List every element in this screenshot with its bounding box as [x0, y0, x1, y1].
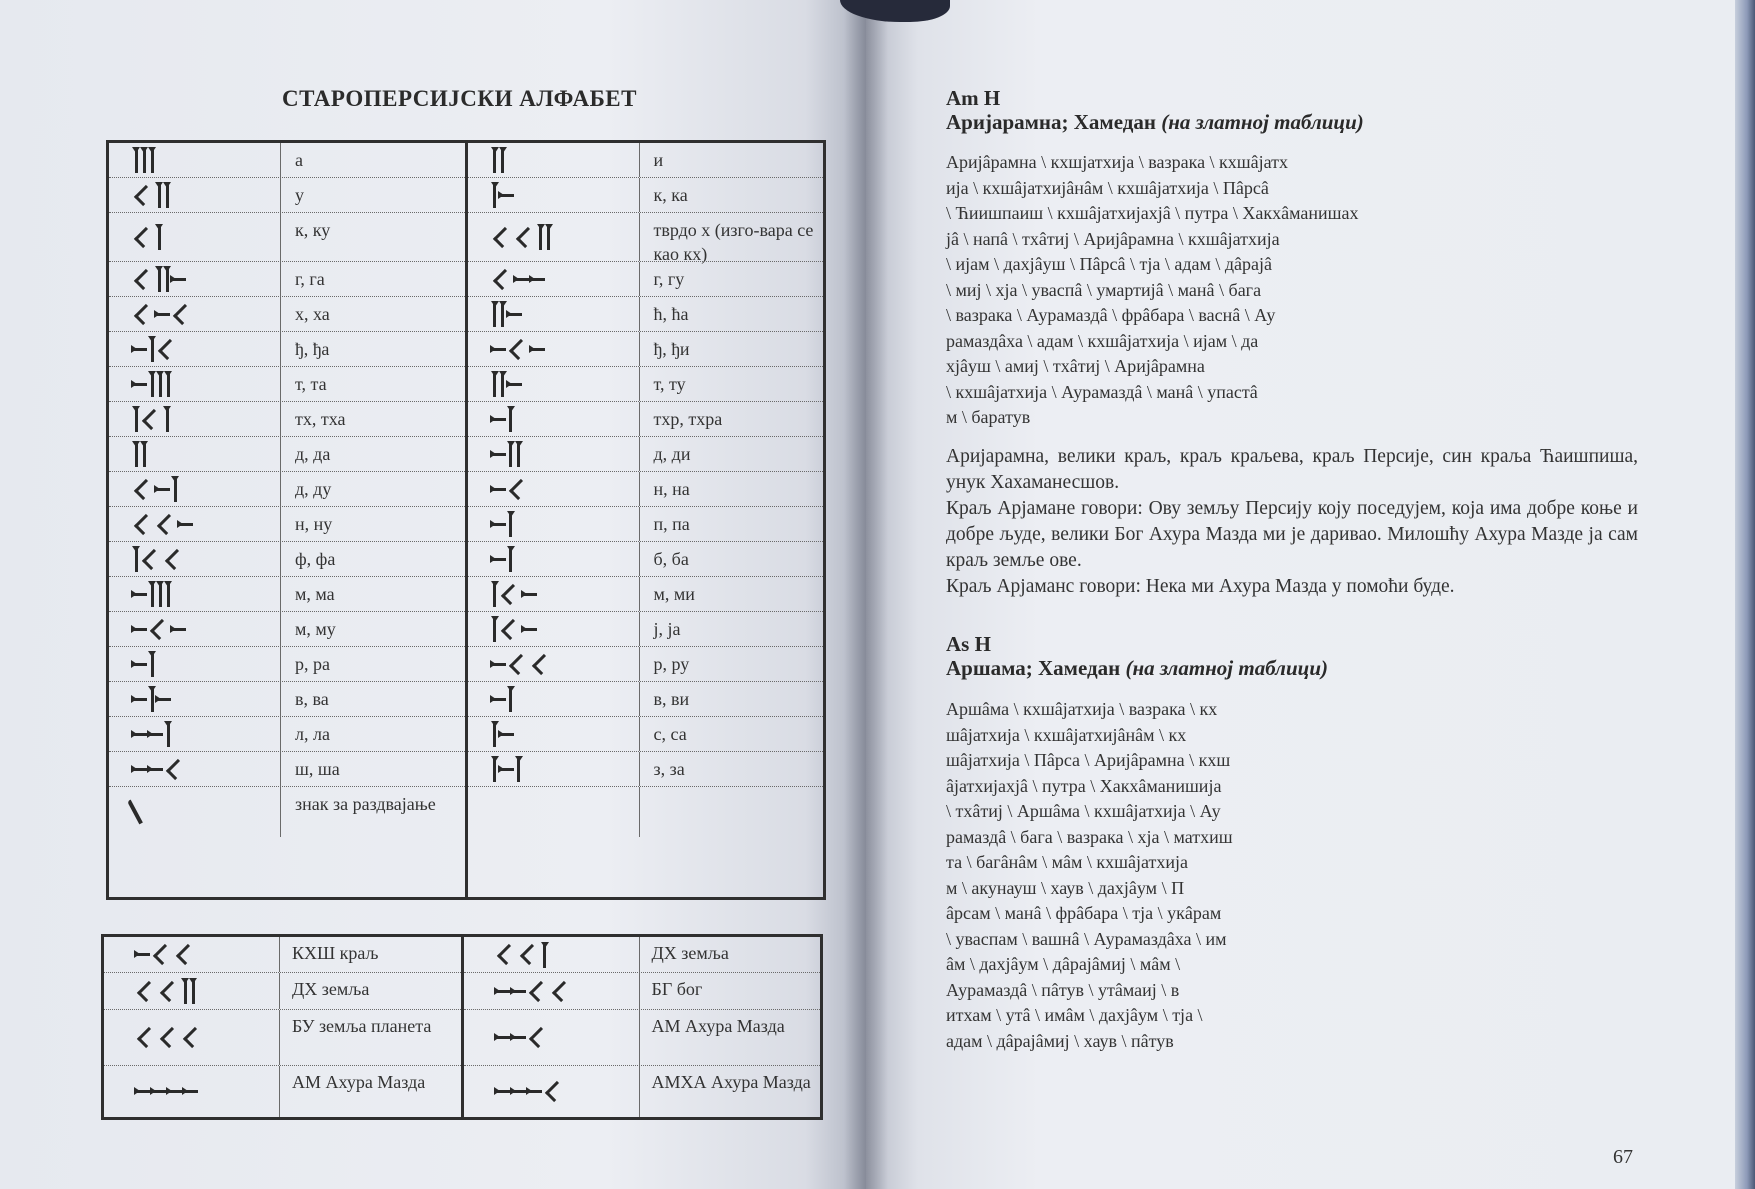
transliteration-line: м \ баратув — [946, 407, 1031, 427]
cuneiform-sign-icon — [492, 341, 545, 358]
transcription-cell: ћ, ћа — [653, 304, 689, 324]
table-row — [109, 366, 465, 401]
logogram-column-left — [104, 937, 461, 1117]
table-row — [109, 261, 465, 296]
transcription-cell: р, ра — [295, 654, 330, 674]
cuneiform-sign-icon — [133, 581, 171, 607]
transcription-cell: м, му — [295, 619, 336, 639]
table-row — [104, 972, 461, 1008]
sign-cell — [109, 507, 281, 541]
meaning-cell: АМ Ахура Мазда — [292, 1071, 426, 1092]
section1-heading-note: (на златној таблици) — [1161, 110, 1364, 134]
cuneiform-sign-icon — [492, 147, 506, 173]
transliteration-line: м \ акунауш \ хаув \ дахјâум \ П — [946, 877, 1185, 898]
table-row — [468, 331, 824, 366]
translation-paragraph: Аријарамна, велики краљ, краљ краљева, краљ Персије, син краља Ћаишпиша, унук Хахаманесшов. — [946, 446, 1638, 493]
table-row — [468, 681, 824, 716]
cuneiform-sign-icon — [133, 516, 193, 533]
transcription-cell: тхр, тхра — [653, 409, 723, 429]
cuneiform-sign-icon — [133, 406, 170, 432]
sign-cell — [109, 332, 281, 366]
transliteration-line: \ миј \ хја \ уваспâ \ умартијâ \ манâ \ бага — [946, 279, 1262, 300]
sign-cell — [468, 542, 640, 576]
sign-cell — [104, 1066, 280, 1117]
transcription-cell: м, ми — [653, 584, 695, 604]
transliteration-line: шâјатхија \ кхшâјатхијâнâм \ кх — [946, 724, 1187, 745]
translation-paragraph: Краљ Арјаманс говори: Нека ми Ахура Мазда у помоћи буде. — [946, 576, 1455, 597]
transcription-cell: з, за — [653, 759, 685, 779]
sign-cell — [109, 262, 281, 296]
transcription-cell: н, ну — [295, 514, 333, 534]
transliteration-line: итхам \ утâ \ имâм \ дахјâум \ тја \ — [946, 1005, 1203, 1025]
table-row — [109, 436, 465, 471]
cuneiform-sign-icon — [496, 983, 572, 1000]
table-row — [464, 1065, 821, 1117]
cuneiform-sign-icon — [496, 942, 548, 968]
meaning-cell: БГ бог — [651, 979, 703, 1000]
transcription-cell: в, ви — [653, 689, 690, 709]
sign-cell — [109, 682, 281, 716]
transliteration-line: рамаздâха \ адам \ кхшâјатхија \ ијам \ да — [946, 330, 1259, 351]
cuneiform-sign-icon — [492, 656, 552, 673]
sign-cell — [468, 143, 640, 177]
transliteration-line: \ Ћиишпаиш \ кхшâјатхијахјâ \ путра \ Хакхâманишах — [946, 203, 1359, 223]
section1-heading — [946, 110, 1364, 135]
transcription-cell: тх, тха — [295, 409, 346, 429]
transcription-cell: м, ма — [295, 584, 335, 604]
section2-code: As H — [946, 632, 991, 656]
meaning-cell: АМХА Ахура Мазда — [651, 1071, 811, 1092]
transliteration-line: Аршâма \ кхшâјатхија \ вазрака \ кх — [946, 699, 1218, 719]
cuneiform-sign-icon — [133, 266, 186, 292]
cuneiform-sign-icon — [492, 756, 522, 782]
table-row — [468, 751, 824, 786]
transcription-cell: в, ва — [295, 689, 329, 709]
cuneiform-sign-icon — [496, 1029, 549, 1046]
sign-cell — [468, 297, 640, 331]
transliteration-line: та \ багâнâм \ мâм \ кхшâјатхија — [946, 852, 1188, 872]
sign-cell — [468, 647, 640, 681]
table-row — [464, 937, 821, 972]
sign-cell — [468, 682, 640, 716]
sign-cell — [109, 612, 281, 646]
table-row — [109, 541, 465, 576]
transcription-cell: б, ба — [653, 549, 689, 569]
transcription-cell: ш, ша — [295, 759, 340, 779]
transcription-cell: п, па — [653, 514, 690, 534]
transcription-cell: ј, ја — [653, 619, 681, 639]
table-row — [109, 471, 465, 506]
transcription-cell: д, ди — [653, 444, 691, 464]
table-row — [104, 1065, 461, 1117]
translation-paragraph: Краљ Арјамане говори: Ову земљу Персију коју поседујем, која има добре коње и добре људе, велики Бог Ахура Мазда ми је даривао. Милошћу Ахура Мазде ја сам краљ земље ове. — [946, 498, 1638, 571]
cuneiform-sign-icon — [492, 581, 537, 607]
sign-cell — [109, 577, 281, 611]
transcription-cell: т, ту — [653, 374, 686, 394]
meaning-cell: БУ земља планета — [292, 1015, 432, 1036]
transcription-cell: с, са — [653, 724, 687, 744]
sign-cell — [104, 973, 280, 1008]
table-row — [109, 177, 465, 212]
sign-cell — [109, 787, 281, 837]
table-row — [468, 716, 824, 751]
table-row — [468, 296, 824, 331]
transliteration-line: хјâуш \ амиј \ тхâтиј \ Аријâрамна — [946, 356, 1205, 376]
table-row — [109, 143, 465, 177]
table-row — [468, 436, 824, 471]
cuneiform-sign-icon — [133, 721, 171, 747]
cuneiform-sign-icon — [136, 1029, 203, 1046]
page-title: СТАРОПЕРСИЈСКИ АЛФАБЕТ — [282, 86, 637, 111]
table-row — [109, 786, 465, 837]
sign-cell — [464, 973, 640, 1008]
sign-cell — [468, 367, 640, 401]
section2-heading-text: Аршама; Хамедан — [946, 656, 1121, 680]
cuneiform-sign-icon — [136, 1090, 198, 1093]
cuneiform-sign-icon — [492, 441, 522, 467]
table-row — [468, 143, 824, 177]
table-row — [468, 576, 824, 611]
cuneiform-sign-icon — [492, 546, 514, 572]
table-row — [468, 261, 824, 296]
table-row — [104, 1009, 461, 1065]
transliteration-line: \ ијам \ дахјâуш \ Пâрсâ \ тја \ адам \ дâрајâ — [946, 254, 1272, 274]
transcription-cell: х, ха — [295, 304, 330, 324]
cuneiform-sign-icon — [133, 224, 162, 250]
sign-cell — [109, 717, 281, 751]
table-row — [468, 212, 824, 264]
transliteration-line: Аурамаздâ \ пâтув \ утâмаиј \ в — [946, 979, 1180, 1000]
cuneiform-sign-icon — [492, 271, 545, 288]
table-row — [109, 212, 465, 261]
transcription-cell: ђ, ђа — [295, 339, 330, 359]
cuneiform-sign-icon — [133, 306, 193, 323]
table-row — [468, 541, 824, 576]
transcription-cell: г, га — [295, 269, 325, 289]
cuneiform-sign-icon — [133, 441, 147, 467]
cuneiform-sign-icon — [133, 371, 171, 397]
sign-cell — [109, 752, 281, 786]
sign-cell — [468, 472, 640, 506]
transliteration-line: \ кхшâјатхија \ Аурамаздâ \ манâ \ упастâ — [946, 381, 1258, 402]
sign-cell — [468, 787, 640, 837]
table-row — [109, 506, 465, 541]
book-spine — [844, 0, 888, 1189]
table-row — [109, 401, 465, 436]
sign-cell — [468, 332, 640, 366]
cuneiform-sign-icon — [133, 761, 186, 778]
sign-cell — [468, 612, 640, 646]
sign-cell — [468, 213, 640, 261]
cuneiform-sign-icon — [492, 371, 522, 397]
cuneiform-sign-icon — [133, 799, 137, 825]
cuneiform-sign-icon — [133, 651, 155, 677]
transcription-cell: ф, фа — [295, 549, 336, 569]
table-row — [468, 611, 824, 646]
transliteration-line: âм \ дахјâум \ дâрајâмиј \ мâм \ — [946, 954, 1181, 974]
sign-cell — [468, 262, 640, 296]
transcription-cell: г, гу — [653, 269, 685, 289]
table-row — [468, 646, 824, 681]
transcription-cell: л, ла — [295, 724, 330, 744]
meaning-cell: КХШ краљ — [292, 943, 379, 963]
sign-cell — [464, 937, 640, 972]
cuneiform-sign-icon — [492, 301, 522, 327]
sign-cell — [109, 402, 281, 436]
sign-cell — [109, 178, 281, 212]
transliteration-line: âјатхијахјâ \ путра \ Хакхâманишија — [946, 775, 1222, 796]
sign-cell — [468, 178, 640, 212]
sign-cell — [109, 297, 281, 331]
cuneiform-sign-icon — [492, 511, 514, 537]
table-row — [468, 366, 824, 401]
meaning-cell: ДХ земља — [292, 979, 370, 1000]
cuneiform-sign-icon — [133, 336, 178, 362]
meaning-cell: ДХ земља — [651, 943, 729, 963]
sign-cell — [109, 367, 281, 401]
section1-code: Am H — [946, 86, 1001, 110]
table-row — [109, 681, 465, 716]
section2-heading — [946, 656, 1328, 681]
table-row — [468, 786, 824, 837]
alphabet-table — [106, 140, 826, 900]
section2-heading-note: (на златној таблици) — [1125, 656, 1328, 680]
transcription-cell: р, ру — [653, 654, 690, 674]
transcription-cell: тврдо х (изго-вара се као кх) — [653, 220, 814, 264]
transliteration-line: рамаздâ \ бага \ вазрака \ хја \ матхиш — [946, 826, 1233, 847]
cuneiform-sign-icon — [492, 721, 514, 747]
book-edge — [1735, 0, 1755, 1189]
transcription-cell: д, да — [295, 444, 331, 464]
cuneiform-sign-icon — [492, 481, 529, 498]
sign-cell — [109, 143, 281, 177]
sign-cell — [104, 937, 280, 972]
sign-cell — [109, 437, 281, 471]
transliteration-line: \ вазрака \ Аурамаздâ \ фрâбара \ васнâ \ Ау — [946, 305, 1276, 325]
sign-cell — [109, 472, 281, 506]
transcription-cell: знак за раздвајање — [295, 794, 436, 814]
logogram-table — [101, 934, 823, 1120]
logogram-column-right — [461, 937, 821, 1117]
table-row — [468, 471, 824, 506]
sign-cell — [464, 1066, 640, 1117]
cuneiform-sign-icon — [492, 686, 514, 712]
section1-heading-text: Аријарамна; Хамедан — [946, 110, 1156, 134]
transcription-cell: а — [295, 150, 303, 170]
section2-transliteration — [946, 697, 1233, 1054]
table-row — [468, 506, 824, 541]
sign-cell — [468, 437, 640, 471]
transcription-cell — [640, 787, 824, 837]
transcription-cell: и — [653, 150, 664, 170]
transliteration-line: ија \ кхшâјатхијâнâм \ кхшâјатхија \ Пâрсâ — [946, 177, 1269, 198]
sign-cell — [468, 577, 640, 611]
sign-cell — [109, 647, 281, 681]
transliteration-line: \ тхâтиј \ Аршâма \ кхшâјатхија \ Ау — [946, 801, 1221, 821]
cuneiform-sign-icon — [136, 978, 196, 1004]
section1-transliteration — [946, 150, 1359, 431]
transcription-cell: ђ, ђи — [653, 339, 690, 359]
sign-cell — [464, 1010, 640, 1065]
sign-cell — [468, 507, 640, 541]
table-row — [464, 972, 821, 1008]
transcription-cell: к, ку — [295, 220, 331, 240]
cuneiform-sign-icon — [133, 621, 186, 638]
table-row — [468, 401, 824, 436]
transcription-cell: к, ка — [653, 185, 688, 205]
transliteration-line: адам \ дâрајâмиј \ хаув \ пâтув — [946, 1030, 1174, 1051]
table-row — [109, 716, 465, 751]
section1-translation — [946, 444, 1638, 600]
table-row — [109, 646, 465, 681]
alphabet-column-right — [465, 143, 824, 897]
sign-cell — [109, 542, 281, 576]
sign-cell — [468, 752, 640, 786]
table-row — [104, 937, 461, 972]
cuneiform-sign-icon — [492, 616, 537, 642]
cuneiform-sign-icon — [133, 686, 171, 712]
cuneiform-sign-icon — [496, 1083, 565, 1100]
table-row — [109, 751, 465, 786]
transcription-cell: у — [295, 185, 304, 205]
cuneiform-sign-icon — [492, 224, 552, 250]
cuneiform-sign-icon — [133, 182, 170, 208]
cuneiform-sign-icon — [136, 946, 196, 963]
transcription-cell: н, на — [653, 479, 690, 499]
transliteration-line: âрсам \ манâ \ фрâбара \ тја \ укâрам — [946, 903, 1222, 923]
transliteration-line: \ уваспам \ вашнâ \ Аурамаздâха \ им — [946, 928, 1227, 949]
meaning-cell: АМ Ахура Мазда — [651, 1015, 785, 1036]
transliteration-line: јâ \ напâ \ тхâтиј \ Аријâрамна \ кхшâјатхија — [946, 228, 1280, 249]
cuneiform-sign-icon — [492, 182, 514, 208]
sign-cell — [468, 402, 640, 436]
page-number: 67 — [1613, 1146, 1633, 1168]
table-row — [109, 296, 465, 331]
table-row — [464, 1009, 821, 1065]
transliteration-line: Аријâрамна \ кхшјатхија \ вазрака \ кхшâјатх — [946, 152, 1289, 172]
cuneiform-sign-icon — [133, 147, 155, 173]
transcription-cell: д, ду — [295, 479, 332, 499]
cuneiform-sign-icon — [133, 546, 185, 572]
table-row — [109, 611, 465, 646]
table-row — [109, 576, 465, 611]
table-row — [468, 177, 824, 212]
sign-cell — [104, 1010, 280, 1065]
cuneiform-sign-icon — [492, 406, 514, 432]
sign-cell — [109, 213, 281, 261]
transcription-cell: т, та — [295, 374, 327, 394]
cuneiform-sign-icon — [133, 476, 178, 502]
sign-cell — [468, 717, 640, 751]
transliteration-line: шâјатхија \ Пâрса \ Аријâрамна \ кхш — [946, 750, 1231, 770]
alphabet-column-left — [109, 143, 465, 897]
table-row — [109, 331, 465, 366]
